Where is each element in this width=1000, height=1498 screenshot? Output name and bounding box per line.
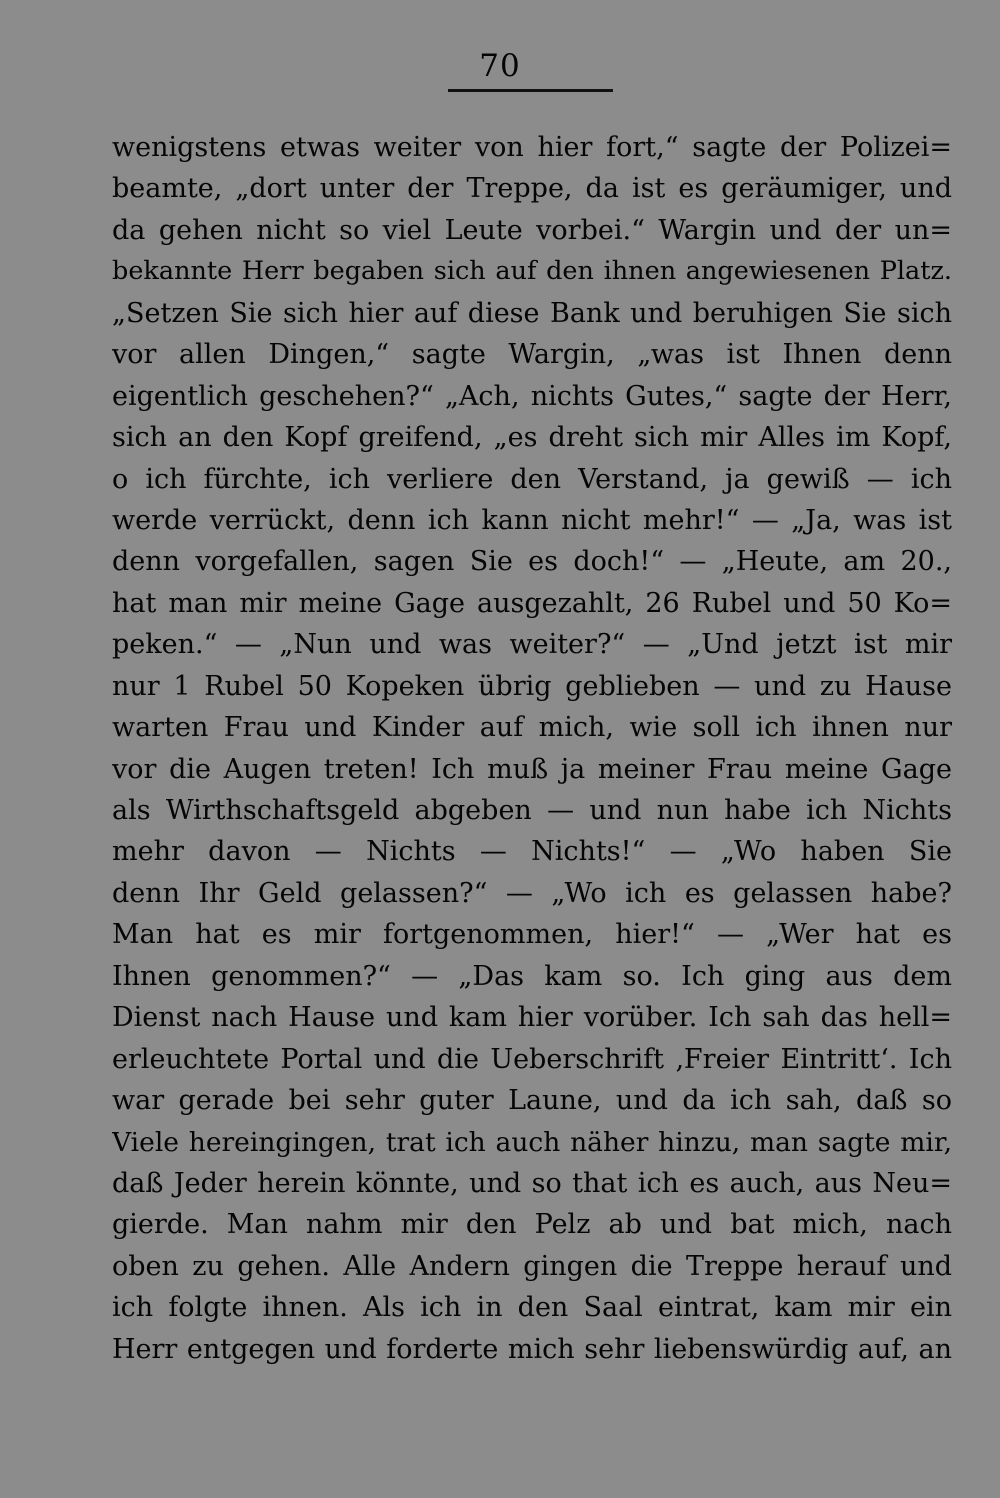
text-line: gierde. Man nahm mir den Pelz ab und bat mich, nach xyxy=(112,1209,952,1241)
text-line: „Setzen Sie sich hier auf diese Bank und beruhigen Sie sich xyxy=(112,297,952,329)
text-line: da gehen nicht so viel Leute vorbei.“ Wargin und der un= xyxy=(112,214,952,246)
text-line: mehr davon — Nichts — Nichts!“ — „Wo haben Sie xyxy=(112,836,952,868)
text-line: Man hat es mir fortgenommen, hier!“ — „Wer hat es xyxy=(112,919,952,951)
text-line: eigentlich geschehen?“ „Ach, nichts Gutes,“ sagte der Herr, xyxy=(112,380,952,412)
text-line: wenigstens etwas weiter von hier fort,“ sagte der Polizei= xyxy=(112,132,952,163)
text-line: vor die Augen treten! Ich muß ja meiner Frau meine Gage xyxy=(112,753,952,785)
text-line: warten Frau und Kinder auf mich, wie soll ich ihnen nur xyxy=(112,712,952,744)
text-line: ich folgte ihnen. Als ich in den Saal eintrat, kam mir ein xyxy=(112,1292,952,1324)
text-line: o ich fürchte, ich verliere den Verstand, ja gewiß — ich xyxy=(112,463,952,495)
text-line: Ihnen genommen?“ — „Das kam so. Ich ging aus dem xyxy=(112,960,952,992)
page-number: 70 xyxy=(479,48,521,84)
text-line: denn vorgefallen, sagen Sie es doch!“ — „Heute, am 20., xyxy=(112,546,952,578)
text-line: peken.“ — „Nun und was weiter?“ — „Und jetzt ist mir xyxy=(112,629,952,661)
text-line: oben zu gehen. Alle Andern gingen die Treppe herauf und xyxy=(112,1250,952,1282)
text-line: Viele hereingingen, trat ich auch näher hinzu, man sagte mir, xyxy=(112,1126,952,1158)
text-line: beamte, „dort unter der Treppe, da ist es geräumiger, und xyxy=(112,173,952,205)
text-line: war gerade bei sehr guter Laune, und da ich sah, daß so xyxy=(112,1085,952,1117)
text-line: Herr entgegen und forderte mich sehr liebenswürdig auf, an xyxy=(112,1333,952,1365)
text-line: bekannte Herr begaben sich auf den ihnen angewiesenen Platz. xyxy=(112,256,952,287)
body-text xyxy=(112,127,952,1370)
text-line: Dienst nach Hause und kam hier vorüber. Ich sah das hell= xyxy=(112,1002,952,1034)
text-line: als Wirthschaftsgeld abgeben — und nun habe ich Nichts xyxy=(112,795,952,826)
text-line: vor allen Dingen,“ sagte Wargin, „was ist Ihnen denn xyxy=(112,339,952,371)
text-line: denn Ihr Geld gelassen?“ — „Wo ich es gelassen habe? xyxy=(112,877,952,909)
text-line: werde verrückt, denn ich kann nicht mehr!“ — „Ja, was ist xyxy=(112,504,952,536)
header-rule xyxy=(448,89,613,92)
text-line: nur 1 Rubel 50 Kopeken übrig geblieben — und zu Hause xyxy=(112,670,952,702)
text-line: daß Jeder herein könnte, und so that ich es auch, aus Neu= xyxy=(112,1167,952,1199)
text-line: erleuchtete Portal und die Ueberschrift ‚Freier Eintritt‘. Ich xyxy=(112,1043,952,1075)
text-line: hat man mir meine Gage ausgezahlt, 26 Rubel und 50 Ko= xyxy=(112,587,952,619)
text-line: sich an den Kopf greifend, „es dreht sich mir Alles im Kopf, xyxy=(112,422,952,454)
